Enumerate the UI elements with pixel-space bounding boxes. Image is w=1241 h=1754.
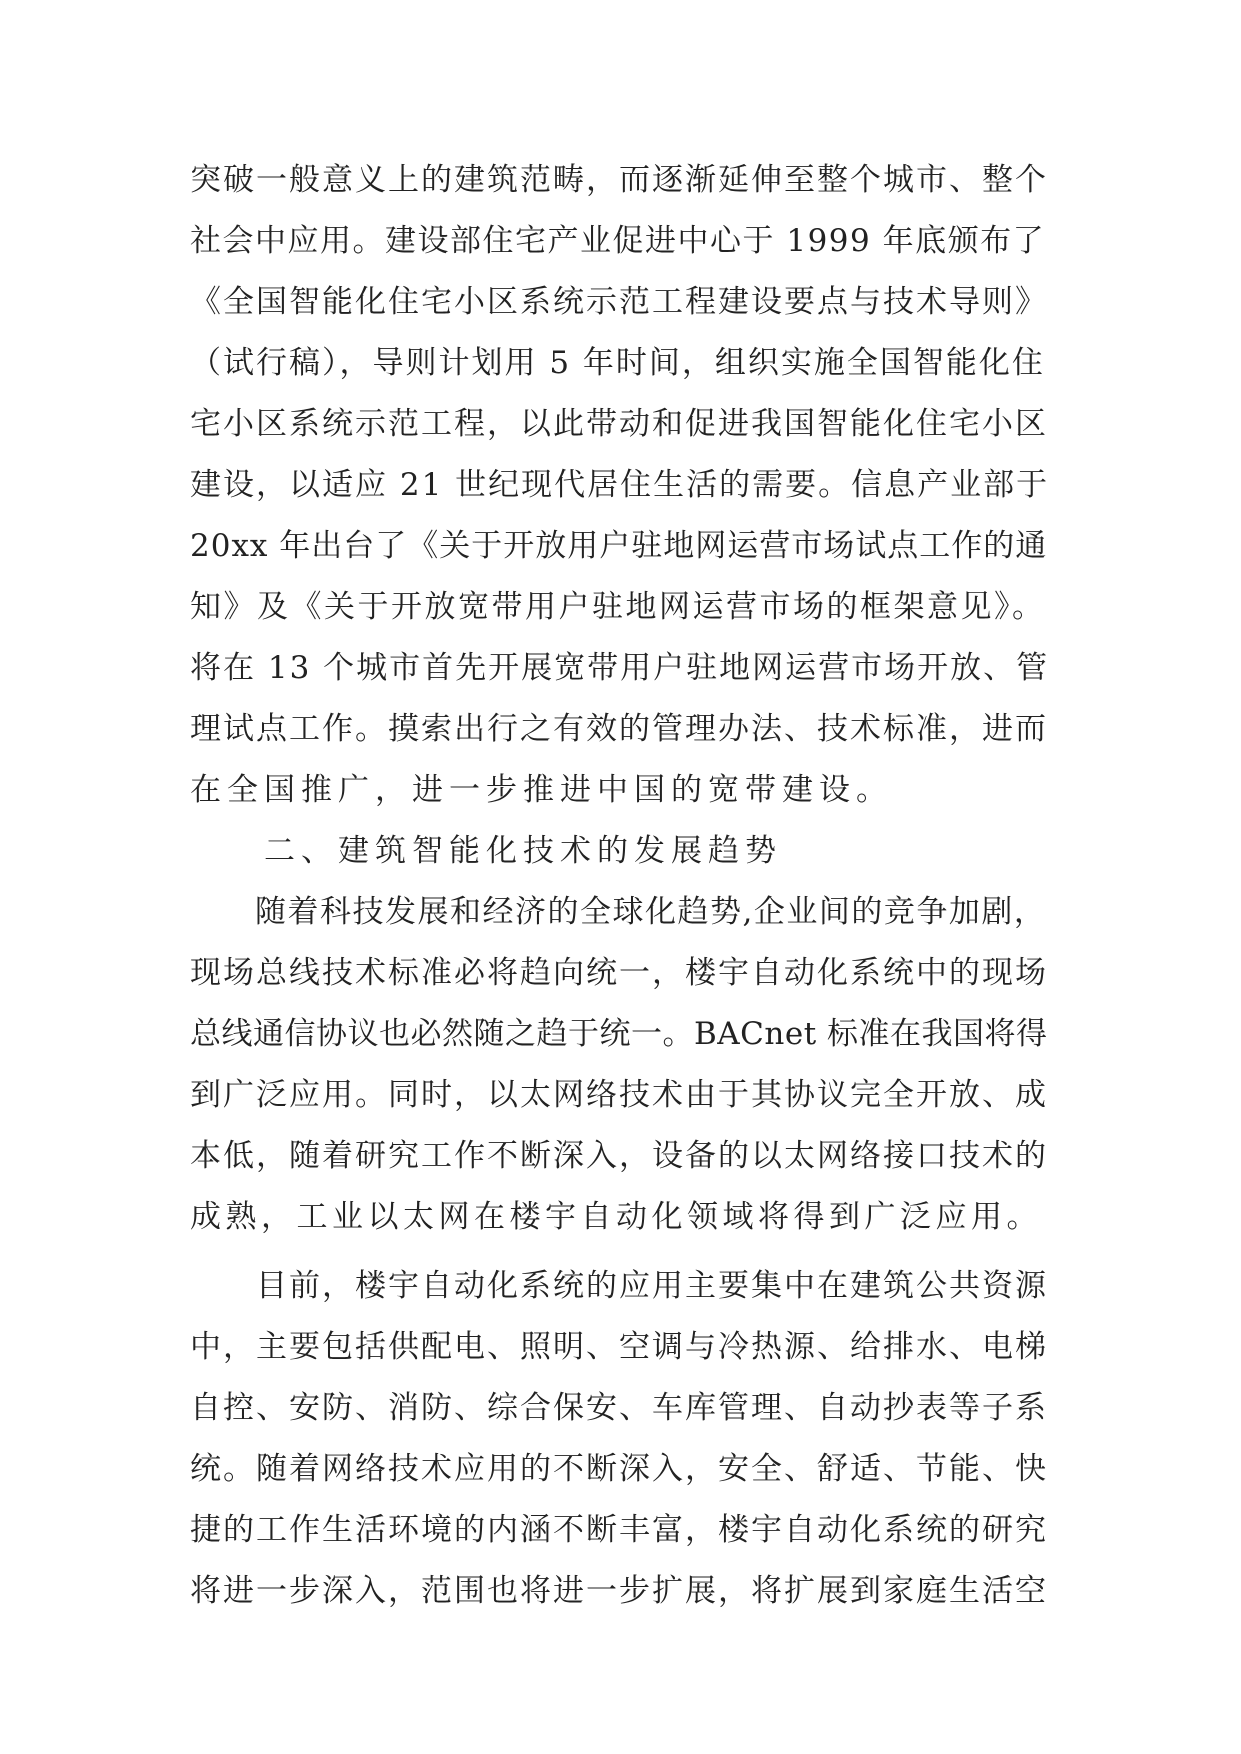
text-line: 突破一般意义上的建筑范畴，而逐渐延伸至整个城市、整个 bbox=[190, 162, 1048, 198]
text-line: 总线通信协议也必然随之趋于统一。BACnet 标准在我国将得 bbox=[190, 1016, 1048, 1052]
paragraph-1 bbox=[190, 150, 1052, 821]
text-line: 《全国智能化住宅小区系统示范工程建设要点与技术导则》 bbox=[190, 284, 1048, 320]
text-line: 本低，随着研究工作不断深入，设备的以太网络接口技术的 bbox=[190, 1138, 1048, 1174]
text-line: 到广泛应用。同时，以太网络技术由于其协议完全开放、成 bbox=[190, 1077, 1048, 1113]
text-line: 将在 13 个城市首先开展宽带用户驻地网运营市场开放、管 bbox=[190, 650, 1050, 686]
document-page bbox=[190, 150, 1052, 1622]
text-line: 知》及《关于开放宽带用户驻地网运营市场的框架意见》。 bbox=[190, 589, 1046, 625]
text-line: 自控、安防、消防、综合保安、车库管理、自动抄表等子系 bbox=[190, 1390, 1048, 1426]
text-line: 宅小区系统示范工程，以此带动和促进我国智能化住宅小区 bbox=[190, 406, 1048, 442]
paragraph-2 bbox=[190, 882, 1052, 1248]
text-line: 统。随着网络技术应用的不断深入，安全、舒适、节能、快 bbox=[190, 1451, 1048, 1487]
text-line: 理试点工作。摸索出行之有效的管理办法、技术标准，进而 bbox=[190, 711, 1048, 747]
text-line: 在全国推广，进一步推进中国的宽带建设。 bbox=[190, 772, 893, 808]
text-line: 捷的工作生活环境的内涵不断丰富，楼宇自动化系统的研究 bbox=[190, 1512, 1048, 1548]
text-line: 随着科技发展和经济的全球化趋势,企业间的竞争加剧， bbox=[190, 894, 1047, 930]
text-line: （试行稿），导则计划用 5 年时间，组织实施全国智能化住 bbox=[190, 345, 1045, 381]
text-line: 建设，以适应 21 世纪现代居住生活的需要。信息产业部于 bbox=[190, 467, 1050, 503]
paragraph-3 bbox=[190, 1256, 1052, 1622]
heading-line: 二、建筑智能化技术的发展趋势 bbox=[190, 833, 782, 869]
text-line: 20xx 年出台了《关于开放用户驻地网运营市场试点工作的通 bbox=[190, 528, 1048, 564]
text-line: 将进一步深入，范围也将进一步扩展，将扩展到家庭生活空 bbox=[190, 1573, 1048, 1609]
text-line: 成熟，工业以太网在楼宇自动化领域将得到广泛应用。 bbox=[190, 1199, 1042, 1235]
paragraph-spacer bbox=[190, 1248, 1052, 1256]
text-line: 目前，楼宇自动化系统的应用主要集中在建筑公共资源 bbox=[190, 1268, 1048, 1304]
text-line: 社会中应用。建设部住宅产业促进中心于 1999 年底颁布了 bbox=[190, 223, 1046, 259]
text-line: 中，主要包括供配电、照明、空调与冷热源、给排水、电梯 bbox=[190, 1329, 1048, 1365]
section-heading bbox=[190, 821, 1052, 882]
text-line: 现场总线技术标准必将趋向统一，楼宇自动化系统中的现场 bbox=[190, 955, 1048, 991]
